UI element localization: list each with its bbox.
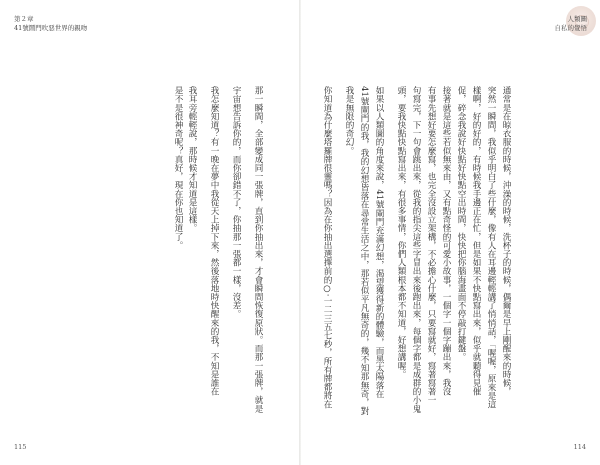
page-number-left: 115: [14, 443, 27, 451]
text-column: 41號閘門的我，我的幻想皆落在尋常生活之中，那若似平凡無奇的，幾不知那無奇，對: [359, 86, 369, 416]
text-column: 那一瞬間，全部變成同一張牌，直到你抽出來，才會瞬間恢復原狀。而那一張牌，就是: [253, 86, 263, 413]
page-number-right: 114: [573, 443, 586, 451]
running-header-left: [14, 15, 87, 33]
book-title: 人類圖: [567, 15, 587, 23]
text-column: 宇宙想告訴你的，而你卻錯不了，你抽那一張都一樣，沒差。: [231, 86, 241, 319]
text-column: 突然一瞬間，我似乎明白了些什麼，像有人在耳邊輕輕講了悄悄話，「喔喔，原來是這: [486, 86, 496, 409]
text-column: 有事先想好要怎麼寫，也完全沒設立架構，不必擔心什麼，只要寫就好，寫著寫著一: [426, 86, 436, 405]
right-page: [301, 0, 600, 465]
book-subtitle: 自私的覺悟: [554, 24, 587, 32]
text-column: 樣啊，好的好的，有時候我手邊正在忙，但是如果不快點寫出來，似乎就聽得見催: [471, 86, 481, 396]
text-column: 我怎麼知道？有一晚在夢中我從天上掉下來，然後落地時快醒來的我，不知是誰在: [209, 86, 219, 396]
text-column: 我是無限的奇幻。: [344, 86, 354, 155]
text-column: 頭，要我快點快點寫出來，有很多事情，你們人類根本都不知道，好想講喔。: [396, 86, 406, 379]
text-column: 句寫完，下一句會跳出來，從我的指尖這些字冒出來後跑出來，每個字都是成群的小鬼: [411, 86, 421, 413]
text-column: 是不是很神奇呢？真好，現在你也知道了。: [173, 86, 183, 250]
text-column: 通常是在晾衣服的時候，沖澡的時候，洗杯子的時候，偶爾是早上剛醒來的時候，: [501, 86, 511, 396]
text-column: 促，碎念我說好快點好快點空出時間，快快把你腦海畫面不停敲打鍵盤。: [456, 86, 466, 362]
text-column: 我耳旁輕輕說，那時候才知道是這樣。: [187, 86, 197, 233]
chapter-subtitle: 41號鬧門吹惡世界的親吻: [14, 24, 88, 32]
running-header-right: [555, 15, 588, 33]
text-column: 你知道為什麼塔羅牌很靈嗎？因為在你抽出選擇前的○‧一二三五七秒，所有牌都將在: [322, 86, 332, 409]
text-column: 接著就是這些若似無來由，又有點奇怪的可愛小故事，一個字一個字蹦出來，我沒: [441, 86, 451, 396]
left-page: [0, 0, 299, 465]
text-column: 如果以人類圖的角度來說，41號閘門充滿幻想，渴望獲得新的體驗，而黑太陽落在: [374, 86, 384, 398]
chapter-label: 第２章: [14, 15, 34, 23]
